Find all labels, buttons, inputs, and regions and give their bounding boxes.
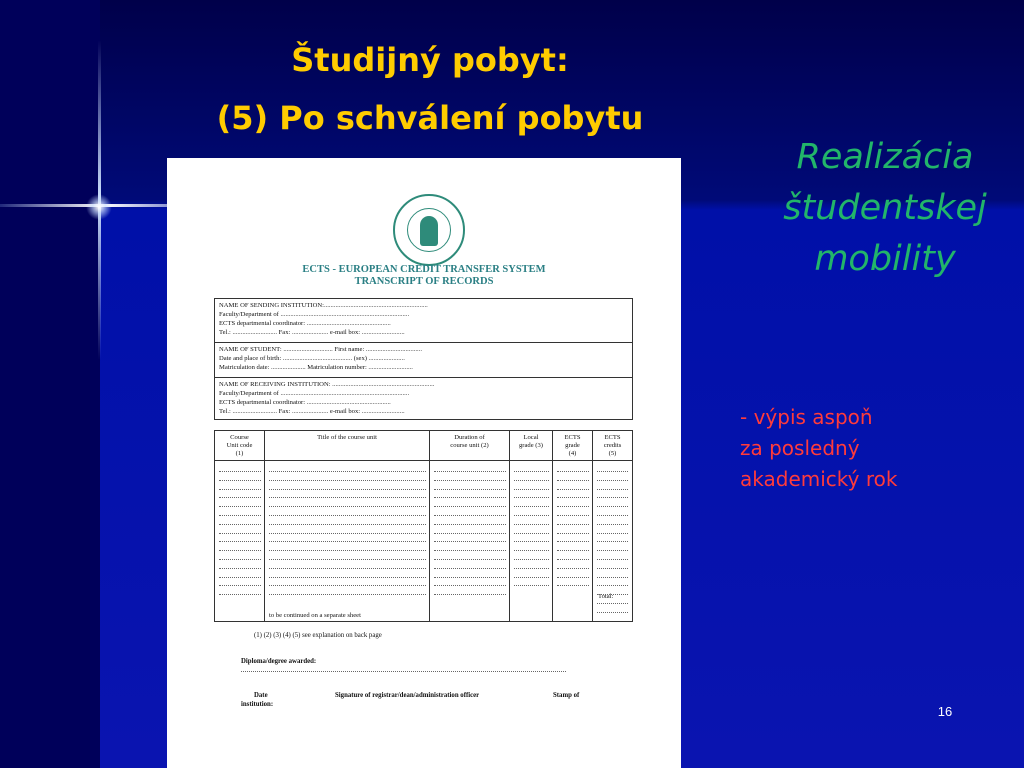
dotted-fill-line [219, 594, 261, 596]
side-title [760, 132, 1010, 285]
sending-faculty: Faculty/Department of .............................................................................. [219, 311, 410, 318]
page-number: 16 [937, 704, 953, 719]
dotted-fill-line [269, 489, 426, 491]
student-birth: Date and place of birth: .......................................... (sex) ...................... [219, 355, 405, 362]
dotted-fill-line [514, 497, 549, 499]
dotted-fill-line [597, 594, 628, 596]
dotted-fill-line [269, 471, 426, 473]
header-line: (5) [608, 450, 617, 457]
slide-title-line2: (5) Po schválení pobytu [216, 99, 644, 137]
dotted-fill-line [219, 524, 261, 526]
dotted-fill-line [557, 541, 589, 543]
side-title-line: študentskej [783, 188, 987, 228]
header-line: Course [230, 434, 249, 441]
dotted-fill-line [557, 480, 589, 482]
column-header [510, 434, 552, 450]
dotted-fill-line [434, 506, 506, 508]
dotted-fill-line [269, 506, 426, 508]
dotted-fill-line [434, 594, 506, 596]
dotted-fill-line [434, 471, 506, 473]
receiving-institution-section [215, 378, 632, 419]
header-line: Title of the course unit [317, 434, 377, 441]
header-line: credits [603, 442, 622, 449]
dotted-fill-line [514, 489, 549, 491]
header-line: Unit code [226, 442, 253, 449]
column-header [553, 434, 592, 458]
dotted-fill-line [557, 471, 589, 473]
dotted-fill-line [514, 568, 549, 570]
dotted-fill-line [434, 489, 506, 491]
dotted-fill-line [597, 480, 628, 482]
dotted-fill-line [514, 550, 549, 552]
dotted-fill-line [434, 541, 506, 543]
header-line: (4) [568, 450, 577, 457]
column-ects-credits [593, 431, 632, 621]
dotted-fill-line [597, 541, 628, 543]
dotted-fill-line [219, 497, 261, 499]
dotted-fill-line [597, 533, 628, 535]
info-box [214, 298, 633, 420]
dotted-fill-line [269, 550, 426, 552]
dotted-fill-line [269, 568, 426, 570]
dotted-fill-line [597, 568, 628, 570]
signature-label: Signature of registrar/dean/administration officer [335, 692, 480, 699]
column-local-grade [510, 431, 553, 621]
continued-note: to be continued on a separate sheet [269, 612, 361, 619]
column-header [215, 434, 264, 458]
dotted-fill-line [269, 524, 426, 526]
dotted-fill-line [219, 577, 261, 579]
column-header [593, 434, 632, 458]
dotted-fill-line [557, 568, 589, 570]
document-subheading: TRANSCRIPT OF RECORDS [354, 276, 494, 287]
dotted-fill-line [514, 541, 549, 543]
dotted-fill-line [434, 568, 506, 570]
dotted-fill-line [219, 480, 261, 482]
dotted-fill-line [434, 524, 506, 526]
sparkle-icon [86, 194, 112, 220]
slide-title-line1: Študijný pobyt: [291, 41, 569, 79]
dotted-fill-line [219, 506, 261, 508]
dotted-fill-line [557, 497, 589, 499]
column-course-title [265, 431, 430, 621]
left-band [0, 0, 100, 768]
dotted-fill-line [269, 480, 426, 482]
dotted-fill-line [557, 524, 589, 526]
dotted-fill-line [557, 515, 589, 517]
dotted-fill-line [557, 489, 589, 491]
diploma-line [241, 671, 566, 672]
dotted-fill-line [219, 585, 261, 587]
dotted-fill-line [269, 559, 426, 561]
dotted-fill-line [219, 515, 261, 517]
note-line: za posledný [740, 436, 860, 460]
dotted-fill-line [219, 533, 261, 535]
receiving-contact: Tel.: ........................... Fax: ...................... e-mail box: .......................... [219, 408, 405, 415]
dotted-fill-line [597, 471, 628, 473]
dotted-fill-line [597, 612, 628, 614]
dotted-fill-line [434, 559, 506, 561]
dotted-fill-line [557, 533, 589, 535]
dotted-fill-line [514, 533, 549, 535]
header-line: grade (3) [519, 442, 543, 449]
dotted-fill-line [597, 550, 628, 552]
note-line: - výpis aspoň [740, 405, 873, 429]
document-heading: ECTS - EUROPEAN CREDIT TRANSFER SYSTEM [302, 264, 546, 275]
dotted-fill-line [269, 585, 426, 587]
dotted-fill-line [514, 471, 549, 473]
dotted-fill-line [597, 489, 628, 491]
dotted-fill-line [434, 480, 506, 482]
date-label: Date [254, 692, 268, 699]
stamp-label: Stamp of [553, 692, 580, 699]
dotted-fill-line [597, 497, 628, 499]
dotted-fill-line [514, 515, 549, 517]
dotted-fill-line [434, 497, 506, 499]
dotted-fill-line [597, 524, 628, 526]
institution-label: institution: [241, 701, 274, 708]
dotted-fill-line [514, 506, 549, 508]
dotted-fill-line [597, 515, 628, 517]
dotted-fill-line [514, 585, 549, 587]
dotted-fill-line [434, 533, 506, 535]
dotted-fill-line [597, 559, 628, 561]
dotted-fill-line [219, 559, 261, 561]
dotted-fill-line [269, 594, 426, 596]
dotted-fill-line [514, 577, 549, 579]
column-ects-grade [553, 431, 593, 621]
column-header [430, 434, 509, 450]
dotted-fill-line [514, 559, 549, 561]
seal-figure [420, 216, 438, 246]
receiving-faculty: Faculty/Department of .............................................................................. [219, 390, 410, 397]
sending-name: NAME OF SENDING INSTITUTION:............................................................... [219, 302, 428, 309]
dotted-fill-line [269, 533, 426, 535]
dotted-fill-line [597, 585, 628, 587]
dotted-fill-line [557, 506, 589, 508]
header-line: Duration of [454, 434, 485, 441]
dotted-fill-line [219, 541, 261, 543]
dotted-fill-line [597, 577, 628, 579]
header-line: ECTS [564, 434, 581, 441]
explanation-note: (1) (2) (3) (4) (5) see explanation on back page [254, 632, 382, 639]
total-label: Total: [598, 593, 614, 600]
dotted-fill-line [269, 541, 426, 543]
dotted-fill-line [514, 524, 549, 526]
course-table [214, 430, 633, 622]
column-duration [430, 431, 510, 621]
dotted-fill-line [219, 489, 261, 491]
dotted-fill-line [514, 480, 549, 482]
header-line: (1) [235, 450, 244, 457]
dotted-fill-line [434, 585, 506, 587]
note-line: akademický rok [740, 467, 898, 491]
dotted-fill-line [557, 577, 589, 579]
dotted-fill-line [269, 497, 426, 499]
university-seal-icon [393, 194, 465, 266]
dotted-fill-line [219, 568, 261, 570]
header-line: grade [565, 442, 580, 449]
student-section [215, 343, 632, 378]
dotted-fill-line [269, 577, 426, 579]
student-matriculation: Matriculation date: ..................... Matriculation number: ........................... [219, 364, 413, 371]
dotted-fill-line [597, 603, 628, 605]
student-name: NAME OF STUDENT: .............................. First name: .................................. [219, 346, 422, 353]
note-text [740, 402, 1000, 495]
dotted-fill-line [434, 550, 506, 552]
dotted-fill-line [597, 506, 628, 508]
dotted-fill-line [219, 550, 261, 552]
dotted-fill-line [434, 577, 506, 579]
side-title-line: mobility [814, 239, 956, 279]
sending-institution-section [215, 299, 632, 343]
dotted-fill-line [557, 559, 589, 561]
dotted-fill-line [557, 585, 589, 587]
header-line: Local [523, 434, 539, 441]
receiving-name: NAME OF RECEIVING INSTITUTION: .............................................................. [219, 381, 435, 388]
dotted-fill-line [219, 471, 261, 473]
header-line: ECTS [604, 434, 621, 441]
sending-contact: Tel.: ........................... Fax: ...................... e-mail box: .......................... [219, 329, 405, 336]
diploma-label: Diploma/degree awarded: [241, 658, 317, 665]
side-title-line: Realizácia [796, 137, 974, 177]
dotted-fill-line [269, 515, 426, 517]
dotted-fill-line [557, 550, 589, 552]
transcript-document-image [167, 158, 681, 768]
column-header [265, 434, 429, 442]
header-line: course unit (2) [450, 442, 489, 449]
receiving-coordinator: ECTS departmental coordinator: ................................................... [219, 399, 391, 406]
dotted-fill-line [434, 515, 506, 517]
sending-coordinator: ECTS departmental coordinator: ................................................... [219, 320, 391, 327]
column-course-unit-code [215, 431, 265, 621]
